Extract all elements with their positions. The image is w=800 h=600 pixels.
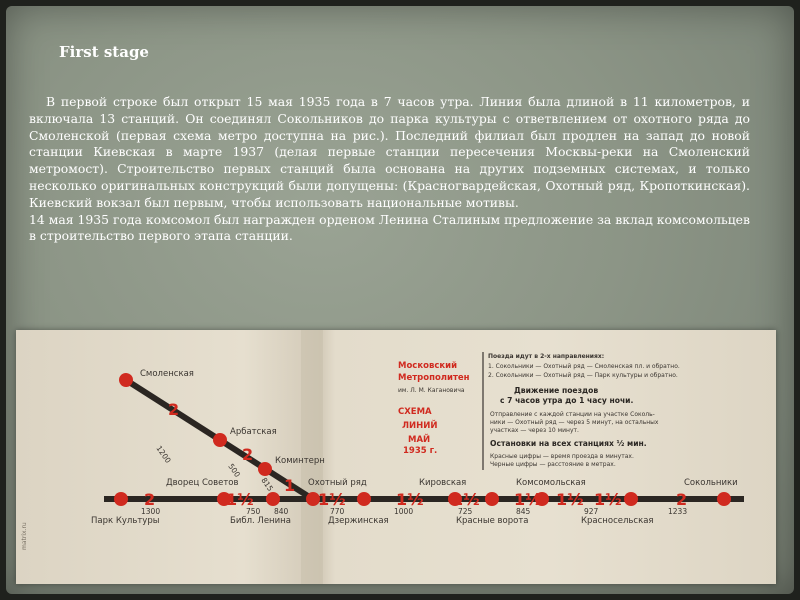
station-label: Комсомольская: [516, 478, 586, 488]
travel-time-label: 1½: [226, 490, 254, 509]
distance-label: 840: [274, 507, 289, 516]
metro-scheme-image: [16, 330, 776, 584]
travel-time-label: 1½: [514, 490, 542, 509]
distance-label: 500: [226, 461, 242, 479]
travel-time-label: 1: [284, 476, 296, 495]
travel-time-label: 1½: [318, 490, 346, 509]
stops-note: Остановки на всех станциях ½ мин.: [490, 439, 647, 448]
distance-label: 815: [259, 475, 275, 493]
watermark: matrix.ru: [21, 522, 28, 550]
station-dot: [357, 492, 371, 506]
travel-time-label: 1½: [396, 490, 424, 509]
station-dot: [624, 492, 638, 506]
black-numbers-note: Черные цифры — расстояние в метрах.: [490, 461, 616, 468]
legend: [488, 353, 680, 468]
paragraph-history: В первой строке был открыт 15 мая 1935 года в 7 часов утра. Линия была длиной в 11 километров, и включала 13 станций. Он соединял Сокольников до парка культуры с ответвлением от охотного ряда до Смоленской (первая схема метро доступна на рис.). Последний филиал был продлен на запад до новой станции Киевская в марте 1937 (делая первые станции пересечения Москвы-реки на Смоленский метромост). Строительство первых станций была основана на других подземных системах, и только несколько оригинальных конструкций были допущены: (Красногвардейская, Охотный ряд, Кропоткинская). Киевский вокзал был первым, чтобы использовать национальные мотивы.: [29, 94, 750, 210]
direction-1: 1. Сокольники — Охотный ряд — Смоленская пл. и обратно.: [488, 363, 680, 370]
slide-title: First stage: [59, 43, 149, 61]
station-label: Сокольники: [684, 478, 738, 488]
travel-time-label: 2: [144, 490, 156, 509]
station-label: Охотный ряд: [308, 478, 367, 488]
header-line-1: Московский: [398, 361, 458, 371]
main-line-track: [104, 496, 744, 502]
travel-time-label: 2: [168, 400, 180, 419]
distance-label: 770: [330, 507, 345, 516]
paragraph-komsomol: 14 мая 1935 года комсомол был награжден орденом Ленина Сталиным предложение за вклад комсомольцев в строительство первого этапа станции.: [29, 211, 750, 244]
red-numbers-note: Красные цифры — время проезда в минутах.: [490, 453, 634, 460]
directions-title: Поезда идут в 2-х направлениях:: [488, 353, 605, 360]
travel-time-label: 1½: [556, 490, 584, 509]
date-line-1: МАЙ: [408, 435, 431, 445]
distance-label: 845: [516, 507, 531, 516]
schedule-line-2: с 7 часов утра до 1 часу ночи.: [500, 396, 634, 405]
station-label: Кировская: [419, 478, 467, 488]
distance-label: 725: [458, 507, 473, 516]
travel-time-label: 1½: [594, 490, 622, 509]
date-line-2: 1935 г.: [403, 446, 438, 456]
station-label: Библ. Ленина: [230, 516, 291, 526]
dispatch-line-2: ники — Охотный ряд — через 5 минут, на остальных: [490, 419, 659, 426]
distance-label: 927: [584, 507, 599, 516]
schedule-line-1: Движение поездов: [514, 386, 599, 395]
branch-stations: [119, 369, 325, 476]
station-dot: [717, 492, 731, 506]
scheme-line-1: СХЕМА: [398, 407, 432, 417]
travel-time-label: 2: [242, 445, 254, 464]
distance-label: 750: [246, 507, 261, 516]
station-label: Красные ворота: [456, 516, 529, 526]
dispatch-line-3: участках — через 10 минут.: [490, 427, 579, 434]
travel-time-label: 2: [676, 490, 688, 509]
station-dot: [258, 462, 272, 476]
station-label: Коминтерн: [275, 456, 325, 466]
dispatch-line-1: Отправление с каждой станции на участке Соколь-: [490, 411, 655, 418]
station-dot: [114, 492, 128, 506]
station-label: Арбатская: [230, 427, 277, 437]
travel-time-label: 1½: [452, 490, 480, 509]
station-dot: [213, 433, 227, 447]
scheme-line-2: ЛИНИЙ: [402, 421, 438, 431]
slide-body-text: [29, 94, 750, 245]
header-line-3: им. Л. М. Кагановича: [398, 387, 465, 394]
distance-label: 1200: [154, 443, 173, 465]
station-dot: [485, 492, 499, 506]
direction-2: 2. Сокольники — Охотный ряд — Парк культуры и обратно.: [488, 372, 678, 379]
map-header: [398, 361, 470, 456]
station-label: Дзержинская: [328, 516, 389, 526]
station-label: Красносельская: [581, 516, 654, 526]
station-label: Смоленская: [140, 369, 194, 379]
distance-label: 1000: [394, 507, 414, 516]
station-label: Парк Культуры: [91, 516, 160, 526]
header-line-2: Метрополитен: [398, 373, 470, 383]
station-dot: [266, 492, 280, 506]
distance-label: 1300: [141, 507, 161, 516]
station-label: Дворец Советов: [166, 478, 239, 488]
station-dot: [119, 373, 133, 387]
distance-label: 1233: [668, 507, 688, 516]
